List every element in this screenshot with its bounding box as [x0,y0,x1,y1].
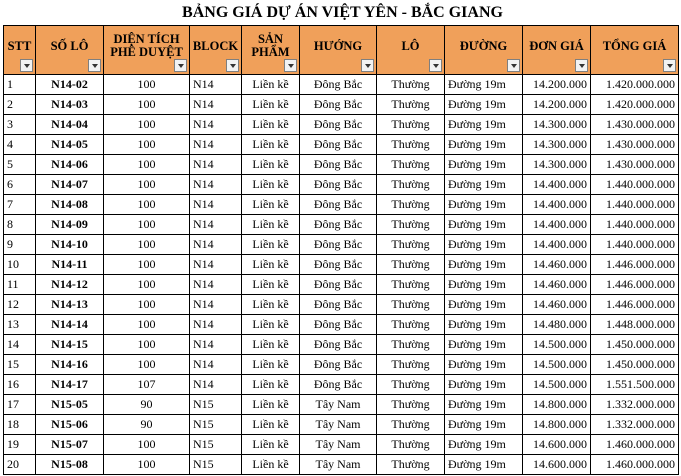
cell-tong-gia[interactable]: 1.430.000.000 [591,115,679,135]
cell-huong[interactable]: Đông Bắc [300,335,377,355]
table-row [4,355,679,375]
cell-huong[interactable]: Đông Bắc [300,275,377,295]
cell-tong-gia[interactable]: 1.460.000.000 [591,435,679,455]
cell-don-gia[interactable]: 14.480.000 [523,315,591,335]
cell-lo[interactable]: Thường [377,215,445,235]
cell-san-pham[interactable]: Liền kề [242,75,300,95]
cell-so-lo[interactable]: N14-06 [36,155,104,175]
filter-dropdown-icon[interactable] [507,59,520,72]
cell-block[interactable]: N14 [190,115,242,135]
cell-don-gia[interactable]: 14.500.000 [523,335,591,355]
cell-don-gia[interactable]: 14.800.000 [523,415,591,435]
cell-so-lo[interactable]: N14-12 [36,275,104,295]
table-row [4,335,679,355]
cell-lo[interactable]: Thường [377,455,445,475]
cell-huong[interactable]: Đông Bắc [300,155,377,175]
filter-dropdown-icon[interactable] [429,59,442,72]
cell-stt[interactable]: 11 [4,275,36,295]
cell-dien-tich[interactable]: 100 [104,135,190,155]
cell-huong[interactable]: Đông Bắc [300,195,377,215]
cell-lo[interactable]: Thường [377,135,445,155]
cell-huong[interactable]: Đông Bắc [300,95,377,115]
filter-dropdown-icon[interactable] [88,59,101,72]
cell-stt[interactable]: 20 [4,455,36,475]
filter-dropdown-icon[interactable] [575,59,588,72]
cell-don-gia[interactable]: 14.300.000 [523,155,591,175]
cell-don-gia[interactable]: 14.600.000 [523,455,591,475]
cell-lo[interactable]: Thường [377,155,445,175]
cell-dien-tich[interactable]: 100 [104,195,190,215]
table-body [4,75,679,475]
cell-block[interactable]: N15 [190,415,242,435]
column-header-so-lo [36,26,104,75]
cell-so-lo[interactable]: N14-15 [36,335,104,355]
cell-san-pham[interactable]: Liền kề [242,435,300,455]
cell-dien-tich[interactable]: 100 [104,215,190,235]
cell-dien-tich[interactable]: 100 [104,355,190,375]
cell-lo[interactable]: Thường [377,175,445,195]
cell-tong-gia[interactable]: 1.430.000.000 [591,135,679,155]
cell-duong[interactable]: Đường 19m [445,115,523,135]
cell-duong[interactable]: Đường 19m [445,235,523,255]
cell-dien-tich[interactable]: 100 [104,335,190,355]
cell-stt[interactable]: 1 [4,75,36,95]
cell-tong-gia[interactable]: 1.446.000.000 [591,275,679,295]
cell-dien-tich[interactable]: 100 [104,155,190,175]
cell-stt[interactable]: 15 [4,355,36,375]
cell-huong[interactable]: Đông Bắc [300,355,377,375]
cell-don-gia[interactable]: 14.200.000 [523,95,591,115]
cell-tong-gia[interactable]: 1.551.500.000 [591,375,679,395]
cell-block[interactable]: N14 [190,355,242,375]
cell-don-gia[interactable]: 14.460.000 [523,255,591,275]
cell-stt[interactable]: 18 [4,415,36,435]
cell-block[interactable]: N14 [190,255,242,275]
cell-block[interactable]: N14 [190,215,242,235]
cell-don-gia[interactable]: 14.500.000 [523,375,591,395]
cell-huong[interactable]: Đông Bắc [300,375,377,395]
cell-block[interactable]: N15 [190,395,242,415]
cell-huong[interactable]: Đông Bắc [300,135,377,155]
filter-dropdown-icon[interactable] [174,59,187,72]
column-header-label: LÔ [401,38,420,53]
cell-stt[interactable]: 6 [4,175,36,195]
cell-tong-gia[interactable]: 1.446.000.000 [591,295,679,315]
column-header-label: TỔNG GIÁ [602,38,667,53]
cell-duong[interactable]: Đường 19m [445,75,523,95]
cell-stt[interactable]: 16 [4,375,36,395]
cell-lo[interactable]: Thường [377,195,445,215]
table-row [4,235,679,255]
cell-huong[interactable]: Tây Nam [300,395,377,415]
column-header-duong [445,26,523,75]
cell-stt[interactable]: 9 [4,235,36,255]
cell-stt[interactable]: 7 [4,195,36,215]
table-row [4,415,679,435]
cell-huong[interactable]: Đông Bắc [300,235,377,255]
cell-duong[interactable]: Đường 19m [445,195,523,215]
cell-don-gia[interactable]: 14.460.000 [523,275,591,295]
cell-tong-gia[interactable]: 1.440.000.000 [591,235,679,255]
cell-duong[interactable]: Đường 19m [445,335,523,355]
cell-tong-gia[interactable]: 1.446.000.000 [591,255,679,275]
cell-dien-tich[interactable]: 100 [104,255,190,275]
cell-lo[interactable]: Thường [377,375,445,395]
cell-so-lo[interactable]: N14-14 [36,315,104,335]
cell-duong[interactable]: Đường 19m [445,355,523,375]
cell-huong[interactable]: Đông Bắc [300,115,377,135]
column-header-label: BLOCK [192,38,239,53]
cell-duong[interactable]: Đường 19m [445,395,523,415]
table-row [4,175,679,195]
cell-don-gia[interactable]: 14.400.000 [523,215,591,235]
cell-so-lo[interactable]: N14-02 [36,75,104,95]
cell-stt[interactable]: 8 [4,215,36,235]
cell-duong[interactable]: Đường 19m [445,275,523,295]
cell-san-pham[interactable]: Liền kề [242,175,300,195]
cell-dien-tich[interactable]: 100 [104,315,190,335]
cell-huong[interactable]: Tây Nam [300,415,377,435]
cell-tong-gia[interactable]: 1.440.000.000 [591,195,679,215]
cell-dien-tich[interactable]: 100 [104,175,190,195]
cell-huong[interactable]: Đông Bắc [300,215,377,235]
table-row [4,195,679,215]
table-row [4,115,679,135]
cell-san-pham[interactable]: Liền kề [242,355,300,375]
table-row [4,215,679,235]
cell-huong[interactable]: Đông Bắc [300,255,377,275]
cell-stt[interactable]: 12 [4,295,36,315]
table-row [4,135,679,155]
cell-block[interactable]: N15 [190,435,242,455]
table-row [4,255,679,275]
sheet-title: BẢNG GIÁ DỰ ÁN VIỆT YÊN - BẮC GIANG [182,4,503,21]
cell-lo[interactable]: Thường [377,435,445,455]
table-row [4,295,679,315]
cell-so-lo[interactable]: N14-11 [36,255,104,275]
cell-so-lo[interactable]: N15-07 [36,435,104,455]
price-table [3,25,679,475]
cell-so-lo[interactable]: N14-03 [36,95,104,115]
cell-don-gia[interactable]: 14.300.000 [523,135,591,155]
cell-block[interactable]: N15 [190,455,242,475]
cell-san-pham[interactable]: Liền kề [242,375,300,395]
cell-tong-gia[interactable]: 1.332.000.000 [591,415,679,435]
cell-duong[interactable]: Đường 19m [445,415,523,435]
cell-san-pham[interactable]: Liền kề [242,335,300,355]
cell-san-pham[interactable]: Liền kề [242,295,300,315]
cell-duong[interactable]: Đường 19m [445,455,523,475]
cell-duong[interactable]: Đường 19m [445,255,523,275]
cell-don-gia[interactable]: 14.460.000 [523,295,591,315]
cell-block[interactable]: N14 [190,335,242,355]
cell-dien-tich[interactable]: 100 [104,75,190,95]
cell-huong[interactable]: Đông Bắc [300,75,377,95]
table-row [4,375,679,395]
cell-lo[interactable]: Thường [377,295,445,315]
cell-san-pham[interactable]: Liền kề [242,235,300,255]
cell-san-pham[interactable]: Liền kề [242,255,300,275]
cell-duong[interactable]: Đường 19m [445,175,523,195]
cell-stt[interactable]: 13 [4,315,36,335]
cell-so-lo[interactable]: N15-08 [36,455,104,475]
cell-huong[interactable]: Đông Bắc [300,295,377,315]
cell-duong[interactable]: Đường 19m [445,435,523,455]
cell-lo[interactable]: Thường [377,415,445,435]
cell-so-lo[interactable]: N15-05 [36,395,104,415]
cell-dien-tich[interactable]: 100 [104,235,190,255]
cell-block[interactable]: N14 [190,75,242,95]
cell-block[interactable]: N14 [190,235,242,255]
cell-lo[interactable]: Thường [377,275,445,295]
cell-lo[interactable]: Thường [377,235,445,255]
cell-san-pham[interactable]: Liền kề [242,215,300,235]
cell-san-pham[interactable]: Liền kề [242,315,300,335]
cell-don-gia[interactable]: 14.400.000 [523,235,591,255]
cell-stt[interactable]: 2 [4,95,36,115]
cell-block[interactable]: N14 [190,155,242,175]
cell-stt[interactable]: 3 [4,115,36,135]
table-row [4,455,679,475]
cell-dien-tich[interactable]: 100 [104,455,190,475]
cell-block[interactable]: N14 [190,175,242,195]
cell-don-gia[interactable]: 14.400.000 [523,195,591,215]
cell-dien-tich[interactable]: 100 [104,435,190,455]
cell-lo[interactable]: Thường [377,95,445,115]
cell-tong-gia[interactable]: 1.448.000.000 [591,315,679,335]
column-header-tong-gia [591,26,679,75]
cell-san-pham[interactable]: Liền kề [242,275,300,295]
cell-so-lo[interactable]: N14-13 [36,295,104,315]
cell-don-gia[interactable]: 14.200.000 [523,75,591,95]
column-header-block [190,26,242,75]
column-header-huong [300,26,377,75]
cell-don-gia[interactable]: 14.500.000 [523,355,591,375]
cell-san-pham[interactable]: Liền kề [242,395,300,415]
cell-lo[interactable]: Thường [377,255,445,275]
cell-tong-gia[interactable]: 1.440.000.000 [591,175,679,195]
cell-dien-tich[interactable]: 100 [104,275,190,295]
cell-stt[interactable]: 17 [4,395,36,415]
column-header-lo [377,26,445,75]
cell-so-lo[interactable]: N14-05 [36,135,104,155]
cell-so-lo[interactable]: N14-09 [36,215,104,235]
header-row [4,26,679,75]
cell-tong-gia[interactable]: 1.420.000.000 [591,75,679,95]
cell-lo[interactable]: Thường [377,315,445,335]
cell-huong[interactable]: Tây Nam [300,435,377,455]
cell-so-lo[interactable]: N14-04 [36,115,104,135]
cell-stt[interactable]: 10 [4,255,36,275]
cell-tong-gia[interactable]: 1.460.000.000 [591,455,679,475]
table-row [4,275,679,295]
column-header-label: ĐƯỜNG [459,38,508,53]
cell-block[interactable]: N14 [190,195,242,215]
cell-so-lo[interactable]: N14-17 [36,375,104,395]
column-header-dien-tich [104,26,190,75]
column-header-san-pham [242,26,300,75]
cell-huong[interactable]: Đông Bắc [300,315,377,335]
column-header-label: SẢN PHẨM [251,32,290,59]
cell-don-gia[interactable]: 14.400.000 [523,175,591,195]
table-row [4,95,679,115]
cell-block[interactable]: N14 [190,275,242,295]
cell-tong-gia[interactable]: 1.420.000.000 [591,95,679,115]
cell-stt[interactable]: 4 [4,135,36,155]
filter-dropdown-icon[interactable] [361,59,374,72]
cell-block[interactable]: N14 [190,295,242,315]
cell-stt[interactable]: 14 [4,335,36,355]
cell-tong-gia[interactable]: 1.332.000.000 [591,395,679,415]
table-row [4,395,679,415]
cell-san-pham[interactable]: Liền kề [242,115,300,135]
cell-don-gia[interactable]: 14.600.000 [523,435,591,455]
cell-stt[interactable]: 5 [4,155,36,175]
column-header-label: DIỆN TÍCH PHÊ DUYỆT [110,32,183,59]
cell-duong[interactable]: Đường 19m [445,155,523,175]
column-header-don-gia [523,26,591,75]
cell-san-pham[interactable]: Liền kề [242,195,300,215]
column-header-label: HƯỚNG [313,38,363,53]
cell-tong-gia[interactable]: 1.430.000.000 [591,155,679,175]
cell-tong-gia[interactable]: 1.440.000.000 [591,215,679,235]
cell-dien-tich[interactable]: 100 [104,95,190,115]
table-row [4,315,679,335]
filter-dropdown-icon[interactable] [663,59,676,72]
cell-san-pham[interactable]: Liền kề [242,455,300,475]
cell-block[interactable]: N14 [190,375,242,395]
cell-lo[interactable]: Thường [377,335,445,355]
cell-san-pham[interactable]: Liền kề [242,135,300,155]
column-header-label: SỐ LÔ [50,38,89,53]
cell-so-lo[interactable]: N15-06 [36,415,104,435]
cell-block[interactable]: N14 [190,315,242,335]
cell-so-lo[interactable]: N14-08 [36,195,104,215]
table-row [4,75,679,95]
table-row [4,155,679,175]
cell-lo[interactable]: Thường [377,115,445,135]
cell-so-lo[interactable]: N14-16 [36,355,104,375]
table-row [4,435,679,455]
cell-duong[interactable]: Đường 19m [445,135,523,155]
cell-tong-gia[interactable]: 1.450.000.000 [591,335,679,355]
cell-so-lo[interactable]: N14-07 [36,175,104,195]
column-header-label: STT [7,38,32,53]
filter-dropdown-icon[interactable] [20,59,33,72]
cell-block[interactable]: N14 [190,95,242,115]
cell-lo[interactable]: Thường [377,355,445,375]
cell-san-pham[interactable]: Liền kề [242,155,300,175]
cell-huong[interactable]: Đông Bắc [300,175,377,195]
cell-lo[interactable]: Thường [377,75,445,95]
cell-dien-tich[interactable]: 100 [104,295,190,315]
cell-dien-tich[interactable]: 90 [104,415,190,435]
cell-duong[interactable]: Đường 19m [445,95,523,115]
cell-lo[interactable]: Thường [377,395,445,415]
cell-don-gia[interactable]: 14.300.000 [523,115,591,135]
cell-so-lo[interactable]: N14-10 [36,235,104,255]
cell-block[interactable]: N14 [190,135,242,155]
cell-duong[interactable]: Đường 19m [445,215,523,235]
column-header-label: ĐƠN GIÁ [529,38,584,53]
cell-san-pham[interactable]: Liền kề [242,415,300,435]
cell-san-pham[interactable]: Liền kề [242,95,300,115]
cell-huong[interactable]: Tây Nam [300,455,377,475]
cell-duong[interactable]: Đường 19m [445,295,523,315]
cell-dien-tich[interactable]: 100 [104,115,190,135]
cell-duong[interactable]: Đường 19m [445,315,523,335]
cell-dien-tich[interactable]: 90 [104,395,190,415]
cell-dien-tich[interactable]: 107 [104,375,190,395]
filter-dropdown-icon[interactable] [284,59,297,72]
cell-don-gia[interactable]: 14.800.000 [523,395,591,415]
cell-tong-gia[interactable]: 1.450.000.000 [591,355,679,375]
cell-duong[interactable]: Đường 19m [445,375,523,395]
cell-stt[interactable]: 19 [4,435,36,455]
column-header-stt [4,26,36,75]
filter-dropdown-icon[interactable] [226,59,239,72]
